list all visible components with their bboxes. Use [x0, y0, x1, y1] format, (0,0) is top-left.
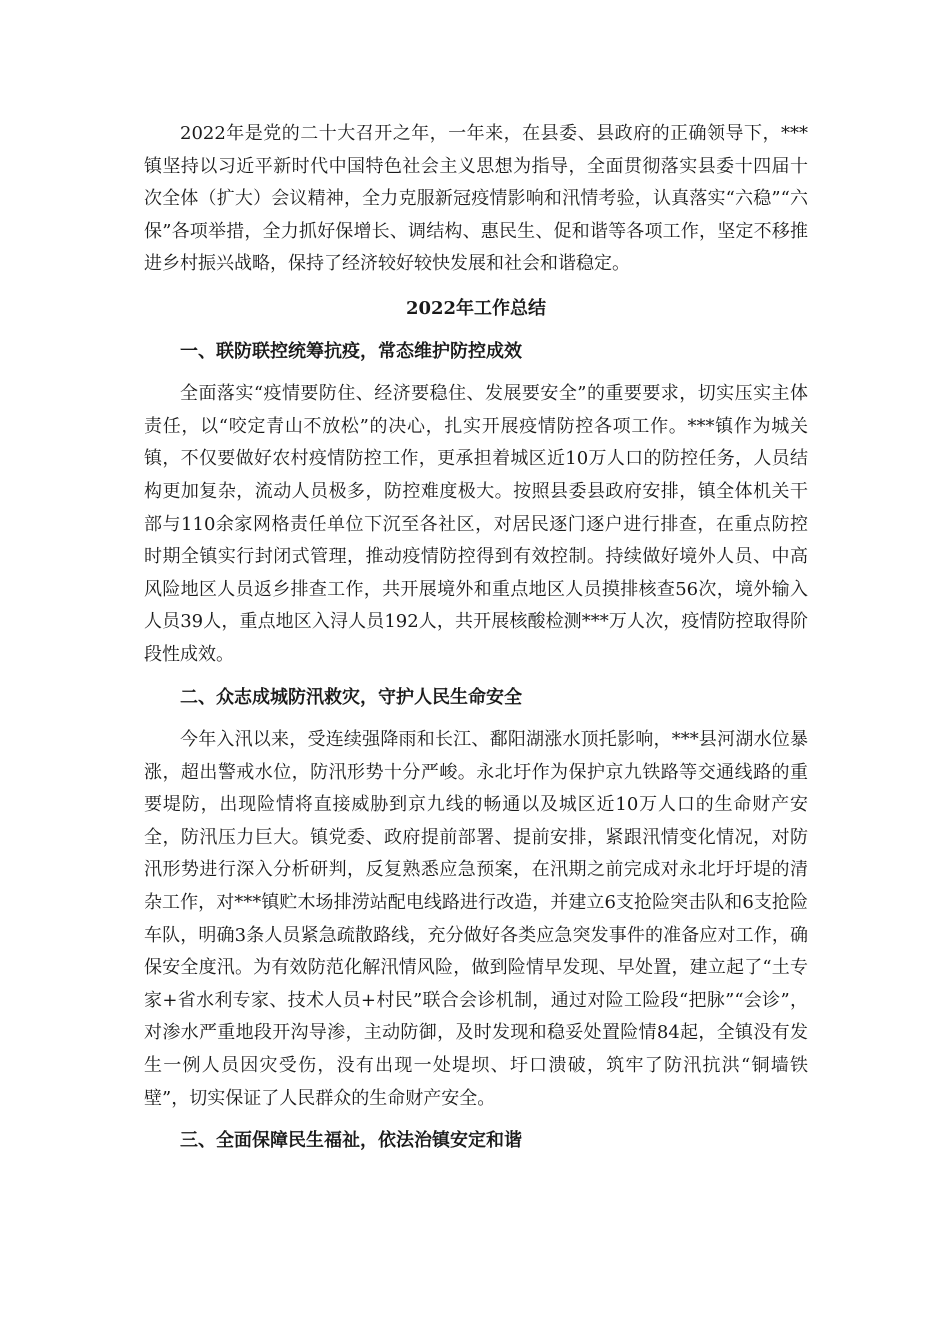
document-page	[144, 118, 808, 1158]
document-title: 2022年工作总结	[405, 297, 547, 319]
intro-paragraph: 2022年是党的二十大召开之年，一年来，在县委、县政府的正确领导下，***镇坚持以习近平新时代中国特色社会主义思想为指导，全面贯彻落实县委十四届十次全体（扩大）会议精神，全力克服新冠疫情影响和汛情考验，认真落实“六稳”“六保”各项举措，全力抓好保增长、调结构、惠民生、促和谐等各项工作，坚定不移推进乡村振兴战略，保持了经济较好较快发展和社会和谐稳定。	[144, 123, 808, 275]
section-3-heading: 三、全面保障民生福祉，依法治镇安定和谐	[180, 1130, 522, 1152]
section-1-heading: 一、联防联控统筹抗疫，常态维护防控成效	[180, 340, 522, 362]
section-2-body: 今年入汛以来，受连续强降雨和长江、鄱阳湖涨水顶托影响，***县河湖水位暴涨，超出警戒水位，防汛形势十分严峻。永北圩作为保护京九铁路等交通线路的重要堤防，出现险情将直接威胁到京九线的畅通以及城区近10万人口的生命财产安全，防汛压力巨大。镇党委、政府提前部署、提前安排，紧跟汛情变化情况，对防汛形势进行深入分析研判，反复熟悉应急预案，在汛期之前完成对永北圩圩堤的清杂工作，对***镇贮木场排涝站配电线路进行改造，并建立6支抢险突击队和6支抢险车队，明确3条人员紧急疏散路线，充分做好各类应急突发事件的准备应对工作，确保安全度汛。为有效防范化解汛情风险，做到险情早发现、早处置，建立起了“土专家+省水利专家、技术人员+村民”联合会诊机制，通过对险工险段“把脉”“会诊”，对渗水严重地段开沟导渗，主动防御，及时发现和稳妥处置险情84起，全镇没有发生一例人员因灾受伤，没有出现一处堤坝、圩口溃破，筑牢了防汛抗洪“铜墙铁壁”，切实保证了人民群众的生命财产安全。	[144, 729, 808, 1109]
section-1-body: 全面落实“疫情要防住、经济要稳住、发展要安全”的重要要求，切实压实主体责任，以“咬定青山不放松”的决心，扎实开展疫情防控各项工作。***镇作为城关镇，不仅要做好农村疫情防控工作，更承担着城区近10万人口的防控任务，人员结构更加复杂，流动人员极多，防控难度极大。按照县委县政府安排，镇全体机关干部与110余家网格责任单位下沉至各社区，对居民逐门逐户进行排查，在重点防控时期全镇实行封闭式管理，推动疫情防控得到有效控制。持续做好境外人员、中高风险地区人员返乡排查工作，共开展境外和重点地区人员摸排核查56次，境外输入人员39人，重点地区入浔人员192人，共开展核酸检测***万人次，疫情防控取得阶段性成效。	[144, 383, 808, 665]
section-2-heading: 二、众志成城防汛救灾，守护人民生命安全	[180, 686, 522, 708]
